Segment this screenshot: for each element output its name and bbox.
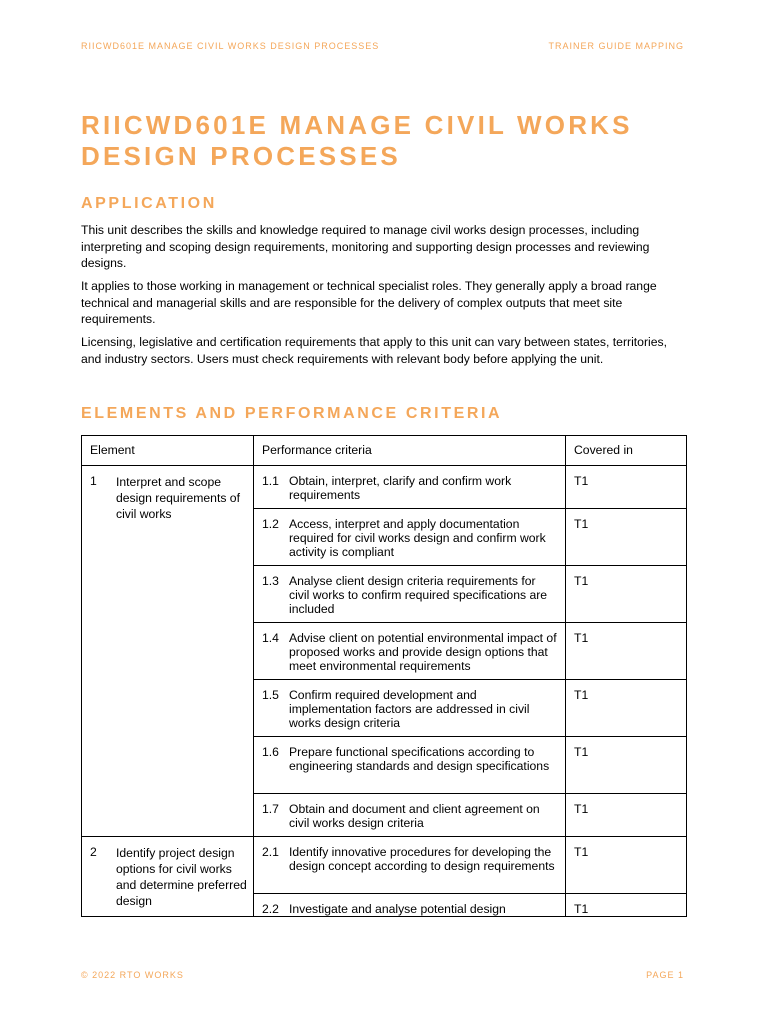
criterion-number: 2.1 bbox=[262, 845, 279, 859]
criterion-text: Investigate and analyse potential design bbox=[289, 902, 506, 916]
table-header-row bbox=[82, 436, 687, 466]
criterion-cell bbox=[254, 509, 566, 566]
header-unit-title: RIICWD601E MANAGE CIVIL WORKS DESIGN PROCESSES bbox=[81, 41, 380, 51]
criterion-number: 1.5 bbox=[262, 688, 279, 702]
criterion-cell bbox=[254, 794, 566, 837]
criterion-text: Analyse client design criteria requirements for civil works to confirm required specifications are included bbox=[289, 574, 548, 616]
footer-page-number: PAGE 1 bbox=[646, 970, 684, 980]
criterion-text: Prepare functional specifications according to engineering standards and design specifications bbox=[289, 745, 550, 773]
covered-in-cell: T1 bbox=[566, 623, 687, 680]
element-description: Interpret and scope design requirements of civil works bbox=[116, 475, 240, 521]
criterion-number: 2.2 bbox=[262, 902, 279, 916]
unit-title: RIICWD601E MANAGE CIVIL WORKS DESIGN PROCESSES bbox=[81, 110, 633, 171]
covered-in-cell: T1 bbox=[566, 466, 687, 509]
covered-in-cell: T1 bbox=[566, 509, 687, 566]
criterion-cell bbox=[254, 466, 566, 509]
elements-heading: ELEMENTS AND PERFORMANCE CRITERIA bbox=[81, 405, 503, 422]
criterion-text: Identify innovative procedures for developing the design concept according to design requirements bbox=[289, 845, 555, 873]
covered-in-cell: T1 bbox=[566, 737, 687, 794]
criterion-cell bbox=[254, 837, 566, 894]
element-description: Identify project design options for civil works and determine preferred design bbox=[116, 846, 247, 908]
covered-in-cell: T1 bbox=[566, 837, 687, 894]
application-heading: APPLICATION bbox=[81, 195, 217, 212]
table-row bbox=[82, 837, 687, 894]
page-header bbox=[81, 41, 684, 51]
criterion-cell bbox=[254, 737, 566, 794]
elements-performance-table bbox=[81, 435, 687, 917]
footer-copyright: © 2022 RTO WORKS bbox=[81, 970, 184, 980]
column-header-covered-in: Covered in bbox=[566, 436, 687, 466]
element-cell-2 bbox=[82, 837, 254, 917]
covered-in-cell: T1 bbox=[566, 566, 687, 623]
criterion-text: Access, interpret and apply documentation required for civil works design and confirm work activity is compliant bbox=[289, 517, 546, 559]
criterion-cell bbox=[254, 566, 566, 623]
criterion-text: Obtain, interpret, clarify and confirm work requirements bbox=[289, 474, 512, 502]
criterion-number: 1.1 bbox=[262, 474, 279, 488]
criterion-number: 1.6 bbox=[262, 745, 279, 759]
page-footer bbox=[81, 970, 684, 980]
element-number: 2 bbox=[90, 845, 97, 859]
element-cell-1 bbox=[82, 466, 254, 837]
criterion-text: Advise client on potential environmental impact of proposed works and provide design options that meet environmental requirements bbox=[289, 631, 557, 673]
criterion-cell bbox=[254, 623, 566, 680]
covered-in-cell: T1 bbox=[566, 680, 687, 737]
criterion-number: 1.7 bbox=[262, 802, 279, 816]
criterion-number: 1.3 bbox=[262, 574, 279, 588]
element-number: 1 bbox=[90, 474, 97, 488]
column-header-element: Element bbox=[82, 436, 254, 466]
criterion-cell bbox=[254, 894, 566, 917]
application-paragraph-3: Licensing, legislative and certification requirements that apply to this unit can vary between states, territories, and industry sectors. Users must check requirements with relevant body before applying the unit. bbox=[81, 335, 667, 366]
covered-in-cell: T1 bbox=[566, 794, 687, 837]
criterion-cell bbox=[254, 680, 566, 737]
header-document-type: TRAINER GUIDE MAPPING bbox=[548, 41, 684, 51]
application-paragraph-2: It applies to those working in management or technical specialist roles. They generally apply a broad range technical and managerial skills and are responsible for the delivery of complex outputs that meet site requirements. bbox=[81, 279, 657, 326]
criterion-text: Obtain and document and client agreement on civil works design criteria bbox=[289, 802, 540, 830]
criterion-number: 1.2 bbox=[262, 517, 279, 531]
column-header-performance-criteria: Performance criteria bbox=[254, 436, 566, 466]
table-row bbox=[82, 466, 687, 509]
criterion-text: Confirm required development and implementation factors are addressed in civil works design criteria bbox=[289, 688, 530, 730]
application-paragraph-1: This unit describes the skills and knowledge required to manage civil works design processes, including interpreting and scoping design requirements, monitoring and supporting design processes and reviewing designs. bbox=[81, 223, 650, 270]
criterion-number: 1.4 bbox=[262, 631, 279, 645]
covered-in-cell: T1 bbox=[566, 894, 687, 917]
